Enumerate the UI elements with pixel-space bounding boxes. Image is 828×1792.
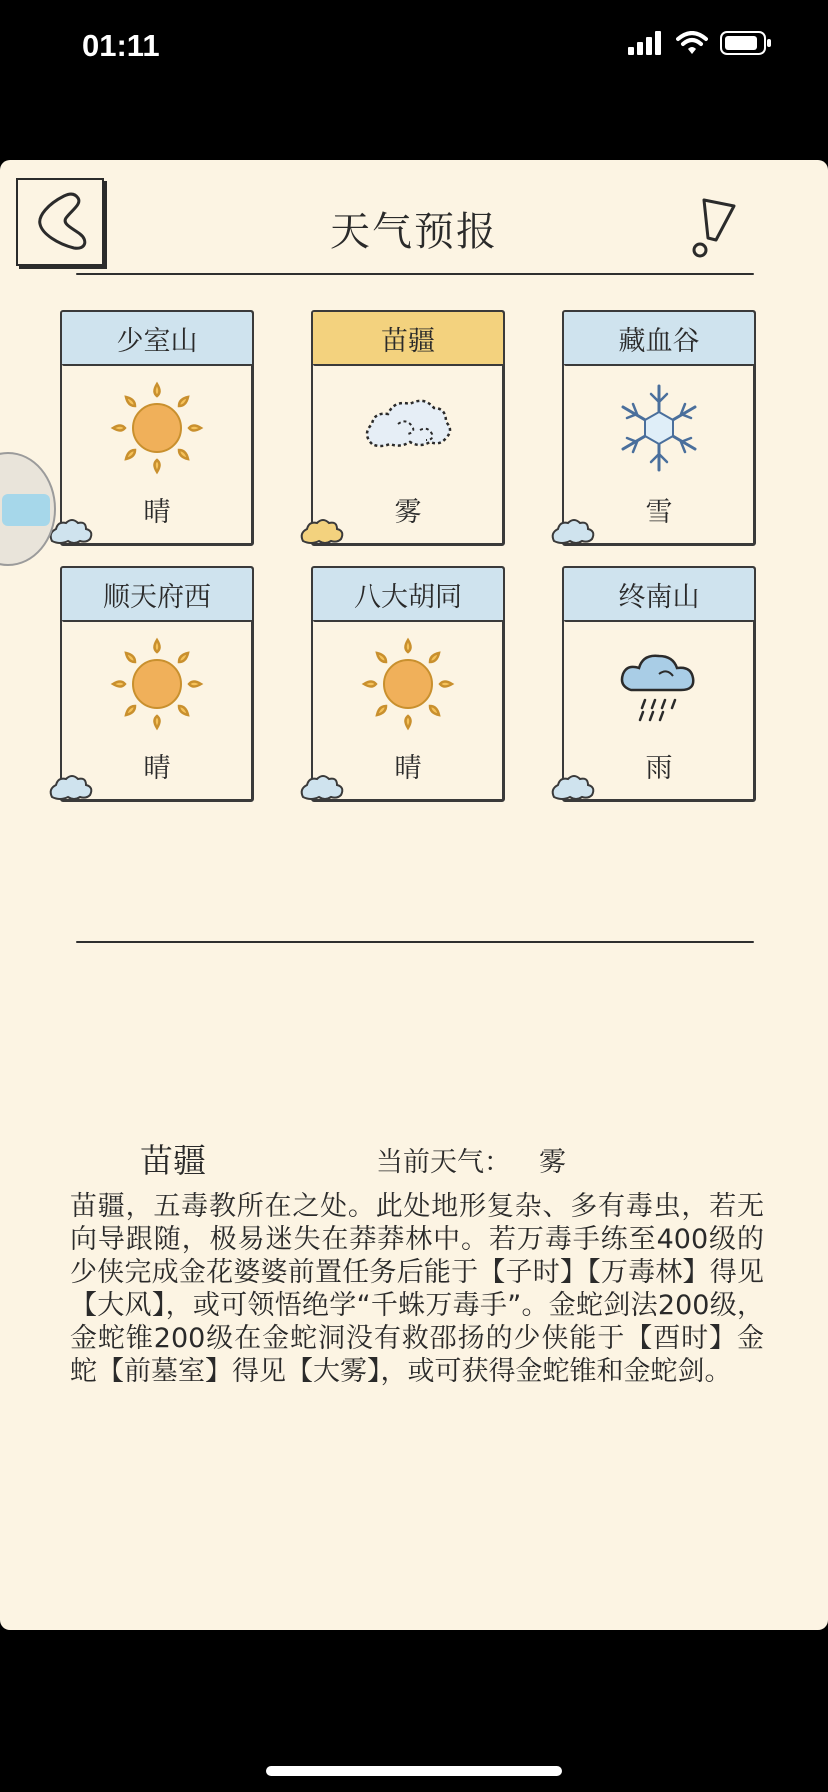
sun-icon [107,378,207,478]
region-description: 苗疆，五毒教所在之处。此处地形复杂、多有毒虫，若无向导跟随，极易迷失在莽莽林中。若万毒手练至400级的少侠完成金花婆婆前置任务后能于【子时】【万毒林】得见【大风】，或可领悟绝学“千蛛万毒手”。金蛇剑法200级，金蛇锥200级在金蛇洞没有救邵扬的少侠能于【酉时】金蛇【前墓室】得见【大雾】，或可获得金蛇锥和金蛇剑。 [70,1191,764,1387]
sun-icon [107,634,207,734]
region-name: 终南山 [564,568,754,622]
current-weather-label: 当前天气： [376,1147,511,1178]
region-name: 八大胡同 [313,568,503,622]
cloud-ornament-icon [46,771,96,803]
region-name: 顺天府西 [62,568,252,622]
weather-label: 雪 [645,497,673,528]
cloud-ornament-icon [548,515,598,547]
detail-current-weather [376,1140,566,1179]
cloud-ornament-icon [297,515,347,547]
fog-icon [358,378,458,478]
sun-icon [358,634,458,734]
cloud-ornament-icon [297,771,347,803]
detail-region-name: 苗疆 [140,1141,206,1180]
region-card-zhongnanshan[interactable] [562,566,756,802]
info-button[interactable] [686,196,740,260]
cloud-ornament-icon [548,771,598,803]
region-card-shuntianfuxi[interactable] [60,566,254,802]
region-name: 少室山 [62,312,252,366]
weather-label: 雨 [645,753,673,784]
header-divider [76,273,754,275]
wifi-icon [676,31,708,55]
snowflake-icon [609,378,709,478]
status-bar [0,0,828,100]
region-name: 苗疆 [313,312,503,366]
home-indicator[interactable] [266,1766,562,1776]
signal-icon [628,31,664,55]
region-name: 藏血谷 [564,312,754,366]
battery-icon [720,30,772,56]
rain-icon [609,634,709,734]
region-card-shaoshishan[interactable] [60,310,254,546]
region-card-badahutong[interactable] [311,566,505,802]
weather-label: 晴 [143,753,171,784]
status-time: 01:11 [82,28,160,63]
exclamation-icon [686,196,740,260]
weather-label: 晴 [394,753,422,784]
section-divider [76,941,754,943]
weather-panel [0,160,828,1630]
current-weather-value: 雾 [539,1147,566,1178]
weather-label: 雾 [394,497,422,528]
region-card-miaojiang[interactable] [311,310,505,546]
status-icons [628,30,772,56]
weather-label: 晴 [143,497,171,528]
page-title: 天气预报 [330,209,498,255]
region-card-cangxuegu[interactable] [562,310,756,546]
assist-icon [2,494,50,526]
